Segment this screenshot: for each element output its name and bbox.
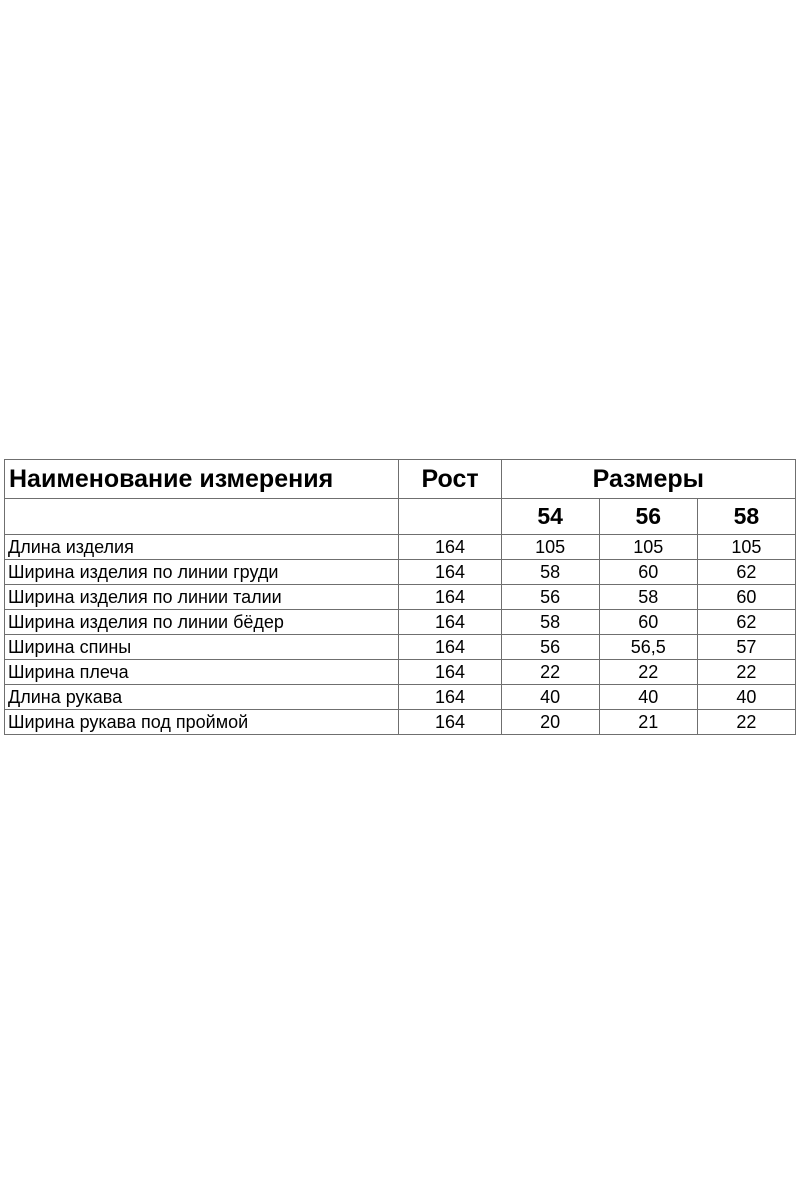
table-row xyxy=(5,710,796,735)
table-row xyxy=(5,535,796,560)
height-value: 164 xyxy=(399,635,501,660)
measurement-name: Ширина спины xyxy=(5,635,399,660)
height-value: 164 xyxy=(399,660,501,685)
size-value: 62 xyxy=(697,610,795,635)
measurement-name: Длина рукава xyxy=(5,685,399,710)
measurement-name: Ширина изделия по линии бёдер xyxy=(5,610,399,635)
size-value: 105 xyxy=(599,535,697,560)
empty-header-cell xyxy=(399,499,501,535)
empty-header-cell xyxy=(5,499,399,535)
size-value: 105 xyxy=(501,535,599,560)
header-row xyxy=(5,460,796,499)
size-value: 22 xyxy=(697,710,795,735)
size-column-header: 56 xyxy=(599,499,697,535)
table-row xyxy=(5,560,796,585)
height-value: 164 xyxy=(399,710,501,735)
size-value: 22 xyxy=(599,660,697,685)
size-value: 40 xyxy=(501,685,599,710)
table-row xyxy=(5,660,796,685)
height-value: 164 xyxy=(399,585,501,610)
size-value: 56 xyxy=(501,585,599,610)
size-value: 58 xyxy=(501,610,599,635)
size-value: 60 xyxy=(697,585,795,610)
size-value: 57 xyxy=(697,635,795,660)
size-value: 56 xyxy=(501,635,599,660)
size-value: 56,5 xyxy=(599,635,697,660)
size-value: 105 xyxy=(697,535,795,560)
measurement-name: Ширина изделия по линии груди xyxy=(5,560,399,585)
size-value: 60 xyxy=(599,610,697,635)
size-chart-table xyxy=(4,459,796,735)
height-value: 164 xyxy=(399,685,501,710)
size-value: 62 xyxy=(697,560,795,585)
measurement-name: Ширина плеча xyxy=(5,660,399,685)
measurement-name: Ширина изделия по линии талии xyxy=(5,585,399,610)
measurement-name: Длина изделия xyxy=(5,535,399,560)
size-value: 40 xyxy=(697,685,795,710)
size-value: 21 xyxy=(599,710,697,735)
table-row xyxy=(5,585,796,610)
size-value: 22 xyxy=(501,660,599,685)
size-value: 58 xyxy=(501,560,599,585)
table-row xyxy=(5,610,796,635)
height-value: 164 xyxy=(399,610,501,635)
header-measurement-name: Наименование измерения xyxy=(5,460,399,499)
size-column-header: 54 xyxy=(501,499,599,535)
measurement-name: Ширина рукава под проймой xyxy=(5,710,399,735)
size-value: 22 xyxy=(697,660,795,685)
size-value: 58 xyxy=(599,585,697,610)
size-header-row xyxy=(5,499,796,535)
height-value: 164 xyxy=(399,560,501,585)
header-height: Рост xyxy=(399,460,501,499)
table-row xyxy=(5,635,796,660)
size-value: 40 xyxy=(599,685,697,710)
table-row xyxy=(5,685,796,710)
size-column-header: 58 xyxy=(697,499,795,535)
height-value: 164 xyxy=(399,535,501,560)
size-value: 20 xyxy=(501,710,599,735)
size-value: 60 xyxy=(599,560,697,585)
header-sizes: Размеры xyxy=(501,460,795,499)
